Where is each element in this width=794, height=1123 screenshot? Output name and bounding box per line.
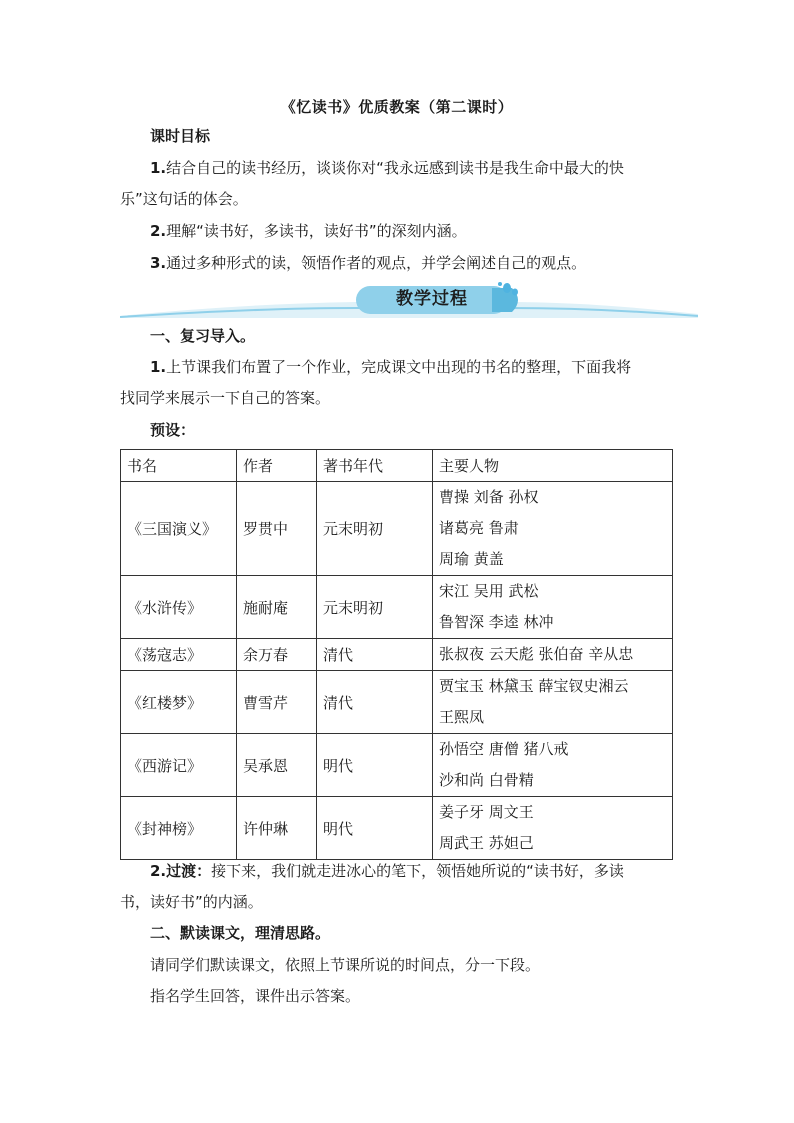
character-line: 宋江 吴用 武松	[439, 582, 539, 600]
table-row	[121, 576, 673, 639]
transition-label: 过渡：	[166, 862, 212, 880]
characters-cell	[433, 576, 673, 639]
character-line: 孙悟空 唐僧 猪八戒	[439, 740, 569, 758]
book-cell: 《三国演义》	[121, 482, 237, 576]
table-header-row	[121, 450, 673, 482]
character-line: 曹操 刘备 孙权	[439, 488, 539, 506]
objective-1-line1	[120, 153, 680, 184]
transition-line1	[120, 856, 680, 887]
section2-para1: 请同学们默读课文，依照上节课所说的时间点，分一下段。	[150, 956, 541, 974]
era-cell: 清代	[317, 671, 433, 734]
objective-1-num: 1.	[150, 159, 167, 177]
author-cell: 余万春	[237, 639, 317, 671]
author-cell: 许仲琳	[237, 797, 317, 860]
characters-cell	[433, 482, 673, 576]
author-cell: 吴承恩	[237, 734, 317, 797]
preset-label: 预设：	[150, 421, 196, 439]
section1-heading: 一、复习导入。	[150, 327, 256, 345]
objective-1-text: 结合自己的读书经历，谈谈你对“我永远感到读书是我生命中最大的快	[166, 159, 624, 177]
character-line: 诸葛亮 鲁肃	[439, 519, 519, 537]
section1-item1-num: 1.	[150, 358, 167, 376]
header-characters: 主要人物	[433, 450, 673, 482]
objective-2	[120, 216, 680, 247]
header-era: 著书年代	[317, 450, 433, 482]
table-row	[121, 797, 673, 860]
transition-text: 接下来，我们就走进冰心的笔下，领悟她所说的“读书好，多读	[211, 862, 624, 880]
character-line: 沙和尚 白骨精	[439, 771, 534, 789]
objective-3	[120, 248, 680, 279]
section2-para2: 指名学生回答，课件出示答案。	[150, 987, 361, 1005]
book-cell: 《水浒传》	[121, 576, 237, 639]
header-book: 书名	[121, 450, 237, 482]
era-cell: 元末明初	[317, 482, 433, 576]
book-cell: 《红楼梦》	[121, 671, 237, 734]
author-cell: 施耐庵	[237, 576, 317, 639]
characters-cell	[433, 734, 673, 797]
section2-heading: 二、默读课文，理清思路。	[150, 924, 331, 942]
section-banner	[120, 282, 698, 318]
document-title: 《忆读书》优质教案（第二课时）	[280, 98, 514, 116]
character-line: 姜子牙 周文王	[439, 803, 534, 821]
era-cell: 明代	[317, 797, 433, 860]
objective-2-num: 2.	[150, 222, 167, 240]
transition-line2: 书，读好书”的内涵。	[120, 893, 263, 911]
characters-cell	[433, 797, 673, 860]
section1-item1-line1	[120, 352, 680, 383]
table-row	[121, 671, 673, 734]
objectives-heading: 课时目标	[150, 127, 211, 145]
characters-cell	[433, 671, 673, 734]
character-line: 王熙凤	[439, 708, 485, 726]
era-cell: 元末明初	[317, 576, 433, 639]
objective-1-line2: 乐”这句话的体会。	[120, 190, 248, 208]
book-cell: 《西游记》	[121, 734, 237, 797]
book-cell: 《封神榜》	[121, 797, 237, 860]
books-table	[120, 449, 673, 860]
header-author: 作者	[237, 450, 317, 482]
book-cell: 《荡寇志》	[121, 639, 237, 671]
section1-item1-text: 上节课我们布置了一个作业，完成课文中出现的书名的整理，下面我将	[166, 358, 632, 376]
character-line: 周瑜 黄盖	[439, 550, 504, 568]
transition-num: 2.	[150, 862, 167, 880]
author-cell: 罗贯中	[237, 482, 317, 576]
banner-label: 教学过程	[396, 289, 468, 309]
characters-cell	[433, 639, 673, 671]
table-row	[121, 639, 673, 671]
objective-3-num: 3.	[150, 254, 167, 272]
table-row	[121, 734, 673, 797]
character-line: 贾宝玉 林黛玉 薛宝钗史湘云	[439, 677, 629, 695]
table-row	[121, 482, 673, 576]
character-line: 鲁智深 李逵 林冲	[439, 613, 554, 631]
section1-item1-line2: 找同学来展示一下自己的答案。	[120, 389, 331, 407]
objective-3-text: 通过多种形式的读，领悟作者的观点，并学会阐述自己的观点。	[166, 254, 587, 272]
era-cell: 明代	[317, 734, 433, 797]
character-line: 张叔夜 云天彪 张伯奋 辛从忠	[439, 645, 634, 663]
era-cell: 清代	[317, 639, 433, 671]
character-line: 周武王 苏妲己	[439, 834, 534, 852]
objective-2-text: 理解“读书好，多读书，读好书”的深刻内涵。	[166, 222, 467, 240]
author-cell: 曹雪芹	[237, 671, 317, 734]
